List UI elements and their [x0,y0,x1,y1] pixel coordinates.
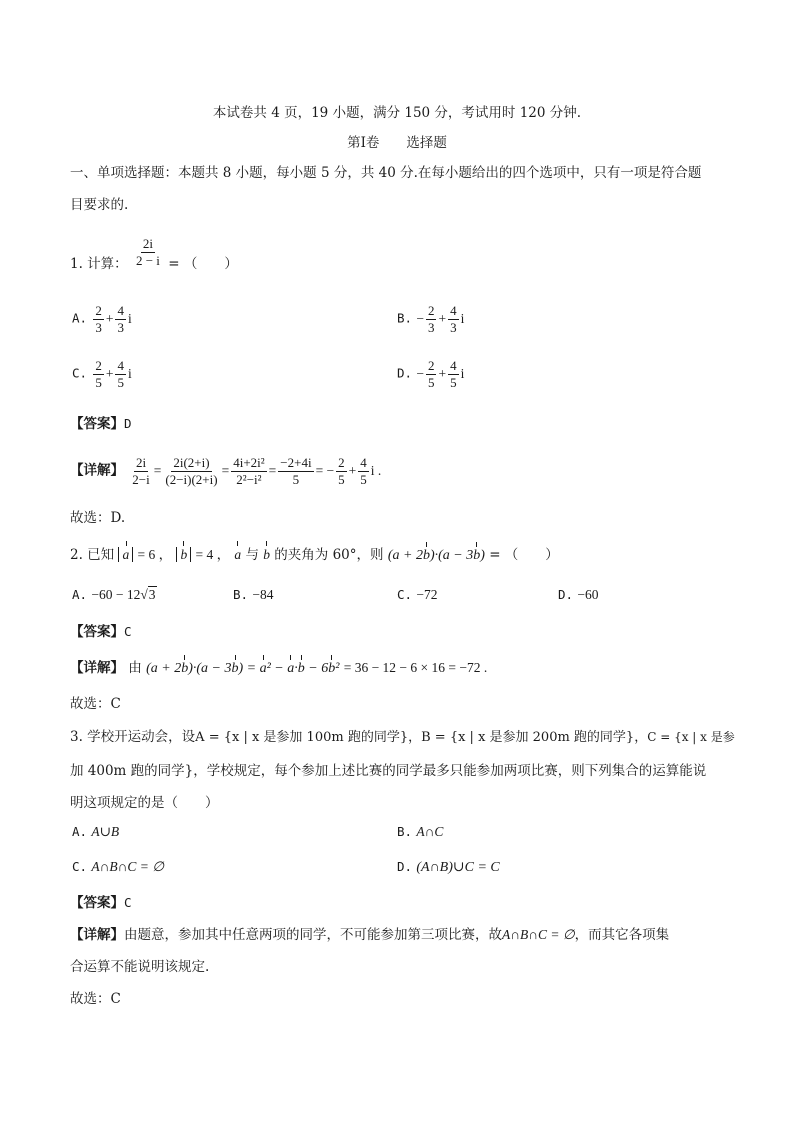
fraction-numerator: 2i [142,236,153,251]
q1-option-b[interactable]: B. − $\frac{2}{3}$ + $\frac{4}{3}$ i [397,303,465,335]
detail-math: A∩B∩C = ∅ [502,927,575,942]
answer-label: 【答案】 [70,416,124,432]
option-label: D. [397,365,413,381]
fraction-denominator: 2 − i [135,253,160,268]
q3-option-c[interactable] [72,857,164,877]
option-text: A∩B∩C = ∅ [91,859,164,874]
option-label: D. [558,587,574,602]
question-2-prefix: 2. 已知 [70,547,115,563]
q3-option-b[interactable] [397,822,443,842]
option-label: A. [72,587,88,602]
q1-choose: 故选：D. [70,510,126,526]
q2-choose: 故选：C [70,696,121,712]
option-text: −84 [252,587,274,602]
q2-option-b[interactable] [233,585,273,605]
q2-suffix: = （ ） [489,547,559,563]
q2-part3: 与 [245,547,259,563]
q1-option-c[interactable]: C. $\frac{2}{5}$ + $\frac{4}{5}$ i [72,358,132,390]
detail-prefix: 由 [128,660,142,676]
question-2: 2. 已知 a = 6 ， b = 4 ， a 与 b 的夹角为 60°，则 (a + 2b)·(a − 3b) = （ ） [70,545,559,566]
q1-answer [70,414,132,434]
q1-detail-math: $\frac{2i}{2-i}$ = $\frac{2i(2+i)}{(2-i)(2+i)}$ = $\frac{\text{4i+2i²}}{\text{2²−i²}}$ = $\frac{-2+4i}{5}$ = − $\frac{2}{5}$ + $\frac{4}{5}$ i . [132,455,382,487]
q2-option-a[interactable]: A. −60 − 12√3 [72,587,156,602]
q2-detail: 【详解】 由 (a + 2b)·(a − 3b) = a² − a·b − 6b² = 36 − 12 − 6 × 16 = −72 . [70,658,487,679]
q1-option-d[interactable]: D. − $\frac{2}{5}$ + $\frac{4}{5}$ i [397,358,465,390]
question-1-fraction [134,236,162,269]
detail-label: 【详解】 [70,462,124,479]
detail-label: 【详解】 [70,927,124,943]
option-label: A. [72,824,88,839]
option-text: −72 [416,587,438,602]
q2-part4: 的夹角为 60°，则 [274,547,384,563]
q2-answer [70,622,132,642]
part-title: 第Ⅰ卷 选择题 [347,135,447,151]
q1-detail [70,455,381,488]
detail-text: 由题意，参加其中任意两项的同学，不可能参加第三项比赛，故 [124,927,502,943]
option-text: −60 − 12 [91,587,141,602]
answer-value: C [124,624,132,639]
q3-line1-text: 3. 学校开运动会，设 [70,729,196,745]
q3-set-a: A = {x | x 是参加 100m 跑的同学}， [195,730,422,745]
option-text: A∪B [91,824,120,839]
option-label: A. [72,310,88,326]
option-label: B. [397,824,413,839]
option-label: C. [72,859,88,874]
question-1 [70,236,238,281]
answer-value: D [124,416,132,431]
answer-label: 【答案】 [70,624,124,640]
q3-option-a[interactable] [72,822,119,842]
answer-value: C [124,895,132,910]
q1-option-a[interactable]: A. $\frac{2}{3}$ + $\frac{4}{3}$ i [72,303,132,335]
option-label: D. [397,859,413,874]
q3-set-b: B = {x | x 是参加 200m 跑的同学}， [421,730,648,745]
option-radicand: 3 [148,587,156,602]
option-label: B. [397,310,413,326]
q3-option-d[interactable] [397,857,500,878]
question-3-line3: 明这项规定的是（ ） [70,795,219,811]
detail-text-end: ，而其它各项集 [574,927,670,943]
exam-intro: 本试卷共 4 页，19 小题，满分 150 分，考试用时 120 分钟. [212,105,582,121]
question-3-line2: 加 400m 跑的同学}，学校规定，每个参加上述比赛的同学最多只能参加两项比赛，则下列集合的运算能说 [70,763,707,779]
option-text: A∩C [416,824,444,839]
q2-part2: = 4 ， [195,547,231,562]
question-1-suffix: = （ ） [168,256,238,272]
q2-part1: = 6 ， [137,547,173,562]
answer-label: 【答案】 [70,895,124,911]
option-label: B. [233,587,249,602]
detail-label: 【详解】 [70,660,124,676]
q2-option-d[interactable] [558,585,598,605]
q3-detail-line1 [70,925,669,945]
option-label: C. [397,587,413,602]
question-1-prefix: 1. 计算： [70,256,128,272]
q3-detail-line2: 合运算不能说明该规定. [70,959,210,975]
q2-option-c[interactable] [397,585,437,605]
option-text: (A∩B)∪C = C [416,860,500,875]
q3-answer [70,893,132,913]
q3-set-c: C = {x | x 是参 [647,730,735,744]
section-heading-line2: 目要求的. [70,197,129,213]
q3-choose: 故选：C [70,991,121,1007]
detail-tail: = 36 − 12 − 6 × 16 = −72 . [343,660,488,675]
option-text: −60 [577,587,599,602]
option-label: C. [72,365,88,381]
question-3-line1 [70,727,735,748]
section-heading-line1: 一、单项选择题：本题共 8 小题，每小题 5 分，共 40 分.在每小题给出的四个选项中，只有一项是符合题 [70,165,702,181]
